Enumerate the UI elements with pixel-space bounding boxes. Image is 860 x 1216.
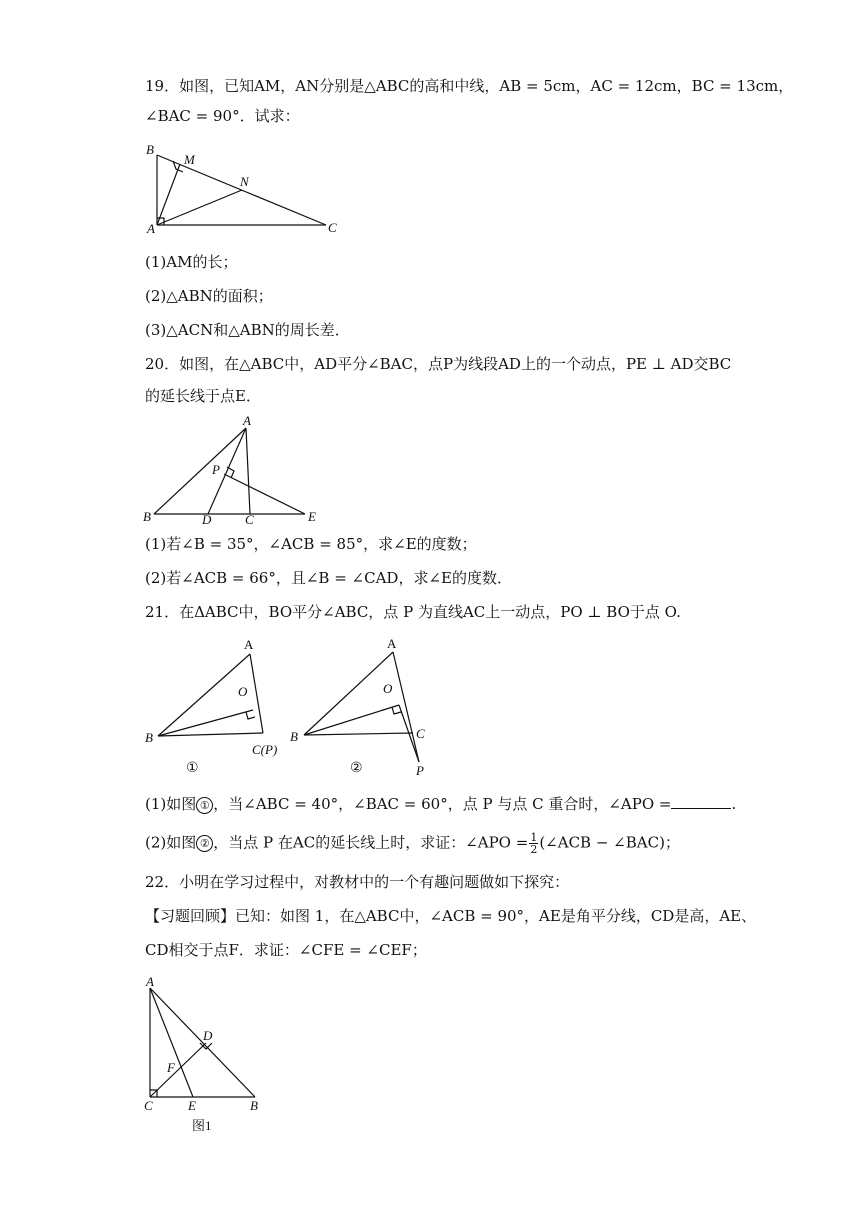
q19-figure: [140, 140, 350, 240]
q20-label-E: E: [308, 509, 316, 524]
q21-f2-label-P: P: [416, 763, 424, 778]
q21-f1-label-B: B: [145, 730, 153, 745]
q21-f2-label-C: C: [416, 726, 425, 741]
q19-label-A: A: [147, 221, 155, 236]
q21-figure-1: [140, 632, 300, 782]
q20-label-B: B: [143, 509, 151, 524]
q22-label-F: F: [167, 1060, 175, 1075]
q22-label-B: B: [250, 1098, 258, 1113]
q19-label-M: M: [184, 152, 195, 167]
q21-sub1: [145, 794, 736, 814]
q20-stem-line2: 的延长线于点E．: [145, 387, 261, 405]
q19-label-N: N: [240, 174, 249, 189]
q19-sub1: (1)AM的长；: [145, 253, 238, 271]
q22-figure: [136, 974, 276, 1138]
q21-figure-2: [280, 632, 450, 782]
q20-sub2: (2)若∠ACB = 66°，且∠B = ∠CAD，求∠E的度数．: [145, 569, 512, 587]
q21-fraction-numerator: 1: [530, 831, 538, 844]
q20-stem-line1: 20．如图，在△ABC中，AD平分∠BAC，点P为线段AD上的一个动点，PE ⊥ AD交BC: [145, 355, 732, 373]
q21-sub2: [145, 832, 680, 855]
q22-label-E: E: [188, 1098, 196, 1113]
q21-sub1-circle-number: ①: [196, 797, 213, 814]
q21-f2-label-A: A: [387, 636, 397, 651]
q20-label-C: C: [245, 512, 254, 527]
q21-stem: 21．在ΔABC中，BO平分∠ABC，点 P 为直线AC上一动点，PO ⊥ BO于点 O.: [145, 603, 681, 621]
q21-answer-blank[interactable]: [671, 794, 731, 809]
q21-f1-label-C: C(P): [252, 742, 278, 757]
q21-sub1-end: .: [731, 795, 737, 813]
q21-f2-number: ②: [350, 761, 363, 776]
q19-label-B: B: [146, 142, 154, 157]
q22-label-D: D: [203, 1028, 213, 1043]
q21-sub2-text: ，当点 P 在AC的延长线上时，求证：∠APO =: [213, 833, 529, 852]
q19-label-C: C: [328, 220, 337, 235]
q21-fraction-denominator: 2: [530, 843, 538, 856]
q21-f2-label-B: B: [290, 729, 298, 744]
q21-fraction: [529, 832, 538, 855]
q21-sub1-text: ，当∠ABC = 40°，∠BAC = 60°，点 P 与点 C 重合时，∠APO =: [213, 795, 672, 813]
q22-stem-line1: 22．小明在学习过程中，对教材中的一个有趣问题做如下探究：: [145, 873, 570, 891]
q21-sub1-prefix: (1)如图: [145, 795, 197, 813]
q22-stem-line3: CD相交于点F．求证：∠CFE = ∠CEF；: [145, 941, 427, 959]
q21-f1-label-A: A: [244, 637, 254, 652]
q22-stem-line2: 【习题回顾】已知：如图 1，在△ABC中，∠ACB = 90°，AE是角平分线，CD是高，AE、: [145, 907, 757, 925]
q20-label-P: P: [212, 462, 220, 477]
q21-f1-number: ①: [186, 761, 199, 776]
q20-label-D: D: [202, 512, 212, 527]
q21-f2-label-O: O: [383, 681, 393, 696]
q22-label-C: C: [144, 1098, 153, 1113]
q21-sub2-circle-number: ②: [196, 835, 213, 852]
q20-figure: [140, 412, 340, 528]
q19-sub3: (3)△ACN和△ABN的周长差．: [145, 321, 350, 339]
q22-label-A: A: [146, 974, 154, 989]
q19-sub2: (2)△ABN的面积；: [145, 287, 273, 305]
q21-f1-label-O: O: [238, 684, 248, 699]
q20-label-A: A: [243, 413, 251, 428]
q22-caption: 图1: [192, 1118, 212, 1133]
q21-sub2-tail: (∠ACB − ∠BAC)；: [539, 833, 680, 852]
q19-stem-line1: 19．如图，已知AM，AN分别是△ABC的高和中线，AB = 5cm，AC = 12cm，BC = 13cm，: [145, 77, 794, 95]
q20-sub1: (1)若∠B = 35°，∠ACB = 85°，求∠E的度数；: [145, 535, 477, 553]
q19-stem-line2: ∠BAC = 90°．试求：: [145, 107, 300, 125]
q21-sub2-prefix: (2)如图: [145, 833, 197, 852]
